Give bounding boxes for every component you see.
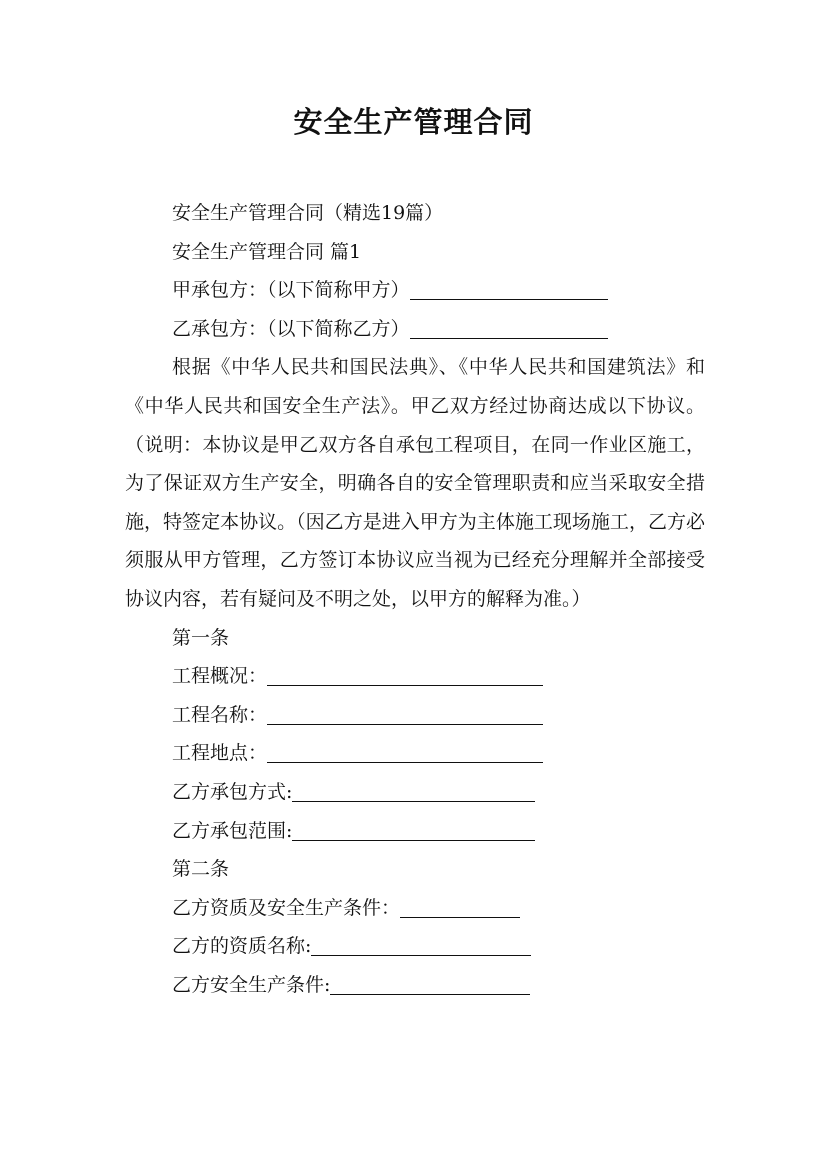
article-2-heading bbox=[125, 850, 705, 889]
project-name-line bbox=[125, 696, 705, 735]
article-1-heading-text: 第一条 bbox=[172, 626, 230, 649]
qualification-conditions-blank bbox=[400, 897, 520, 918]
project-overview-blank bbox=[267, 665, 543, 686]
party-a-label: 甲承包方：（以下简称甲方） bbox=[172, 279, 410, 302]
contract-scope-label: 乙方承包范围: bbox=[172, 819, 293, 842]
contract-method-blank bbox=[292, 781, 535, 802]
party-b-blank bbox=[410, 318, 608, 339]
contract-method-label: 乙方承包方式: bbox=[172, 780, 293, 803]
qualification-conditions-label: 乙方资质及安全生产条件： bbox=[172, 896, 401, 919]
document-body bbox=[125, 194, 705, 1004]
party-b-line bbox=[125, 310, 705, 349]
document-subtitle bbox=[125, 194, 705, 233]
qualification-name-label: 乙方的资质名称: bbox=[172, 935, 312, 958]
project-overview-label: 工程概况： bbox=[172, 665, 268, 688]
intro-paragraph: 根据《中华人民共和国民法典》、《中华人民共和国建筑法》和《中华人民共和国安全生产法》。甲乙双方经过协商达成以下协议。（说明：本协议是甲乙双方各自承包工程项目，在同一作业区施工，为了保证双方生产安全，明确各自的安全管理职责和应当采取安全措施，特签定本协议。（因乙方是进入甲方为主体施工现场施工，乙方必须服从甲方管理，乙方签订本协议应当视为已经充分理解并全部接受协议内容，若有疑问及不明之处，以甲方的解释为准。） bbox=[125, 356, 705, 610]
project-location-label: 工程地点： bbox=[172, 742, 268, 765]
chapter-heading-text: 安全生产管理合同 篇1 bbox=[172, 240, 362, 263]
contract-scope-blank bbox=[292, 820, 535, 841]
article-1-heading bbox=[125, 619, 705, 658]
party-a-line bbox=[125, 271, 705, 310]
project-name-blank bbox=[267, 704, 543, 725]
safety-conditions-label: 乙方安全生产条件: bbox=[172, 973, 331, 996]
safety-conditions-blank bbox=[330, 974, 530, 995]
subtitle-text: 安全生产管理合同（精选19篇） bbox=[172, 202, 444, 224]
article-2-heading-text: 第二条 bbox=[172, 858, 230, 881]
project-overview-line bbox=[125, 657, 705, 696]
chapter-heading bbox=[125, 233, 705, 272]
contract-scope-line bbox=[125, 812, 705, 851]
document-title: 安全生产管理合同 bbox=[293, 105, 534, 139]
safety-conditions-line bbox=[125, 966, 705, 1005]
qualification-name-line bbox=[125, 927, 705, 966]
qualification-conditions-line bbox=[125, 889, 705, 928]
party-b-label: 乙承包方：（以下简称乙方） bbox=[172, 317, 410, 340]
party-a-blank bbox=[410, 279, 608, 300]
qualification-name-blank bbox=[311, 935, 531, 956]
contract-method-line bbox=[125, 773, 705, 812]
project-location-blank bbox=[267, 742, 543, 763]
project-name-label: 工程名称： bbox=[172, 703, 268, 726]
project-location-line bbox=[125, 734, 705, 773]
